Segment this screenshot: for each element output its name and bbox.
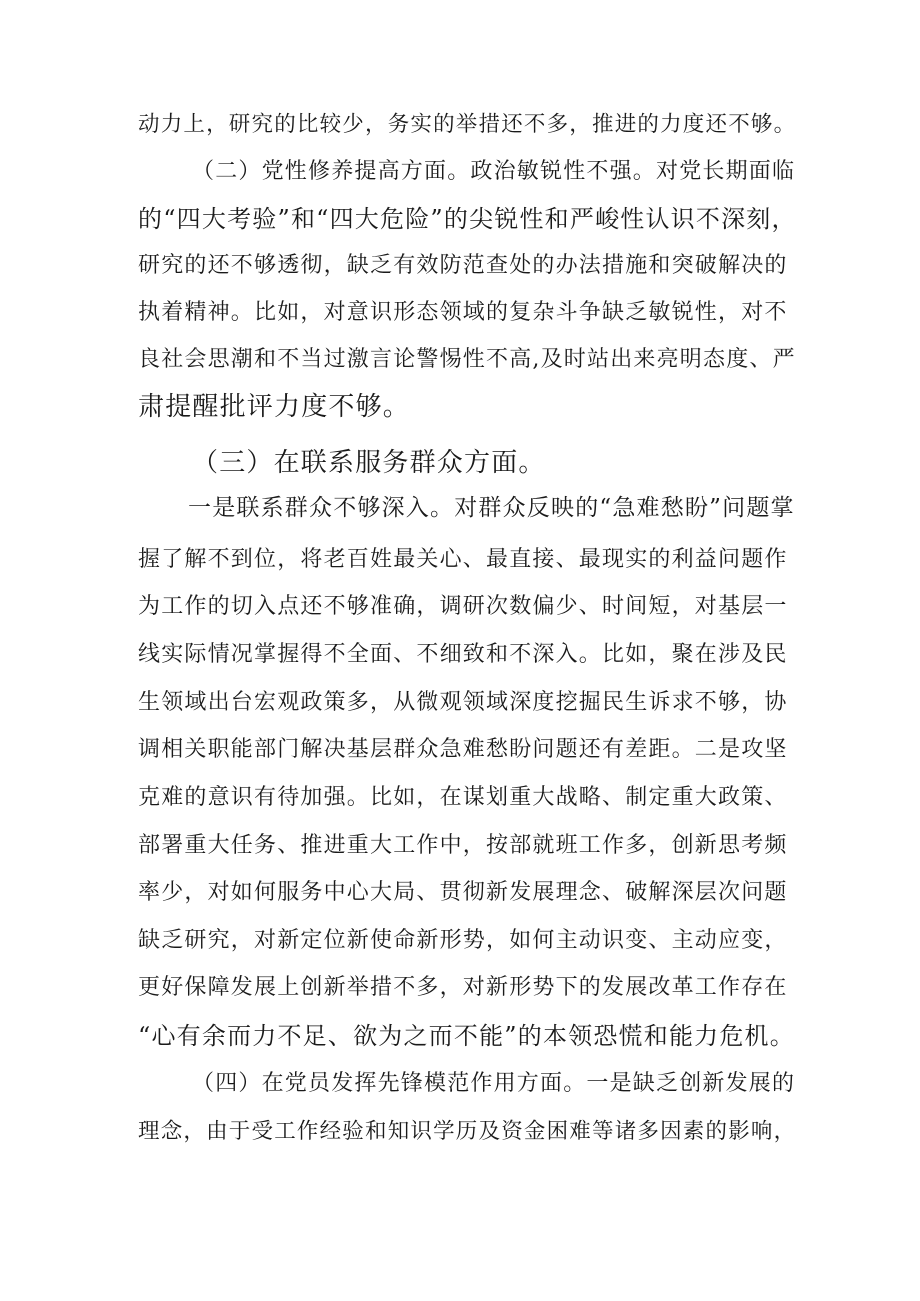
text-line: （四）在党员发挥先锋模范作用方面。一是缺乏创新发展的 (192, 1071, 796, 1096)
text-line: 理念，由于受工作经验和知识学历及资金困难等诸多因素的影响， (138, 1119, 797, 1144)
text-line: 握了解不到位，将老百姓最关心、最直接、最现实的利益问题作 (138, 547, 788, 572)
text-line: 率少，对如何服务中心大局、贯彻新发展理念、破解深层次问题 (138, 880, 788, 905)
text-line: 部署重大任务、推进重大工作中，按部就班工作多，创新思考频 (138, 833, 788, 858)
text-line: 的“四大考验”和“四大危险”的尖锐性和严峻性认识不深刻， (138, 205, 797, 233)
text-line: 缺乏研究，对新定位新使命新形势，如何主动识变、主动应变， (138, 928, 788, 953)
text-line: 执着精神。比如，对意识形态领域的复杂斗争缺乏敏锐性，对不 (138, 300, 788, 325)
text-line: “心有余而力不足、欲为之而不能”的本领恐慌和能力危机。 (138, 1022, 795, 1050)
text-line: 更好保障发展上创新举措不多，对新形势下的发展改革工作存在 (138, 975, 788, 1000)
text-line: 克难的意识有待加强。比如，在谋划重大战略、制定重大政策、 (138, 785, 788, 810)
text-line: 调相关职能部门解决基层群众急难愁盼问题还有差距。二是攻坚 (138, 737, 788, 762)
section-heading: （三）在联系服务群众方面。 (192, 448, 546, 478)
text-line: （二）党性修养提高方面。政治敏锐性不强。对党长期面临 (192, 159, 796, 184)
text-line: 研究的还不够透彻，缺乏有效防范查处的办法措施和突破解决的 (138, 253, 788, 278)
text-line: 良社会思潮和不当过激言论警惕性不高,及时站出来亮明态度、严 (138, 347, 796, 372)
text-line: 线实际情况掌握得不全面、不细致和不深入。比如，聚在涉及民 (138, 642, 788, 667)
text-line: 一是联系群众不够深入。对群众反映的“急难愁盼”问题掌 (188, 495, 795, 521)
text-line: 生领域出台宏观政策多，从微观领域深度挖掘民生诉求不够，协 (138, 690, 788, 715)
text-line: 肃提醒批评力度不够。 (138, 392, 411, 422)
text-line: 动力上，研究的比较少，务实的举措还不多，推进的力度还不够。 (138, 112, 797, 137)
text-line: 为工作的切入点还不够准确，调研次数偏少、时间短，对基层一 (138, 594, 788, 619)
